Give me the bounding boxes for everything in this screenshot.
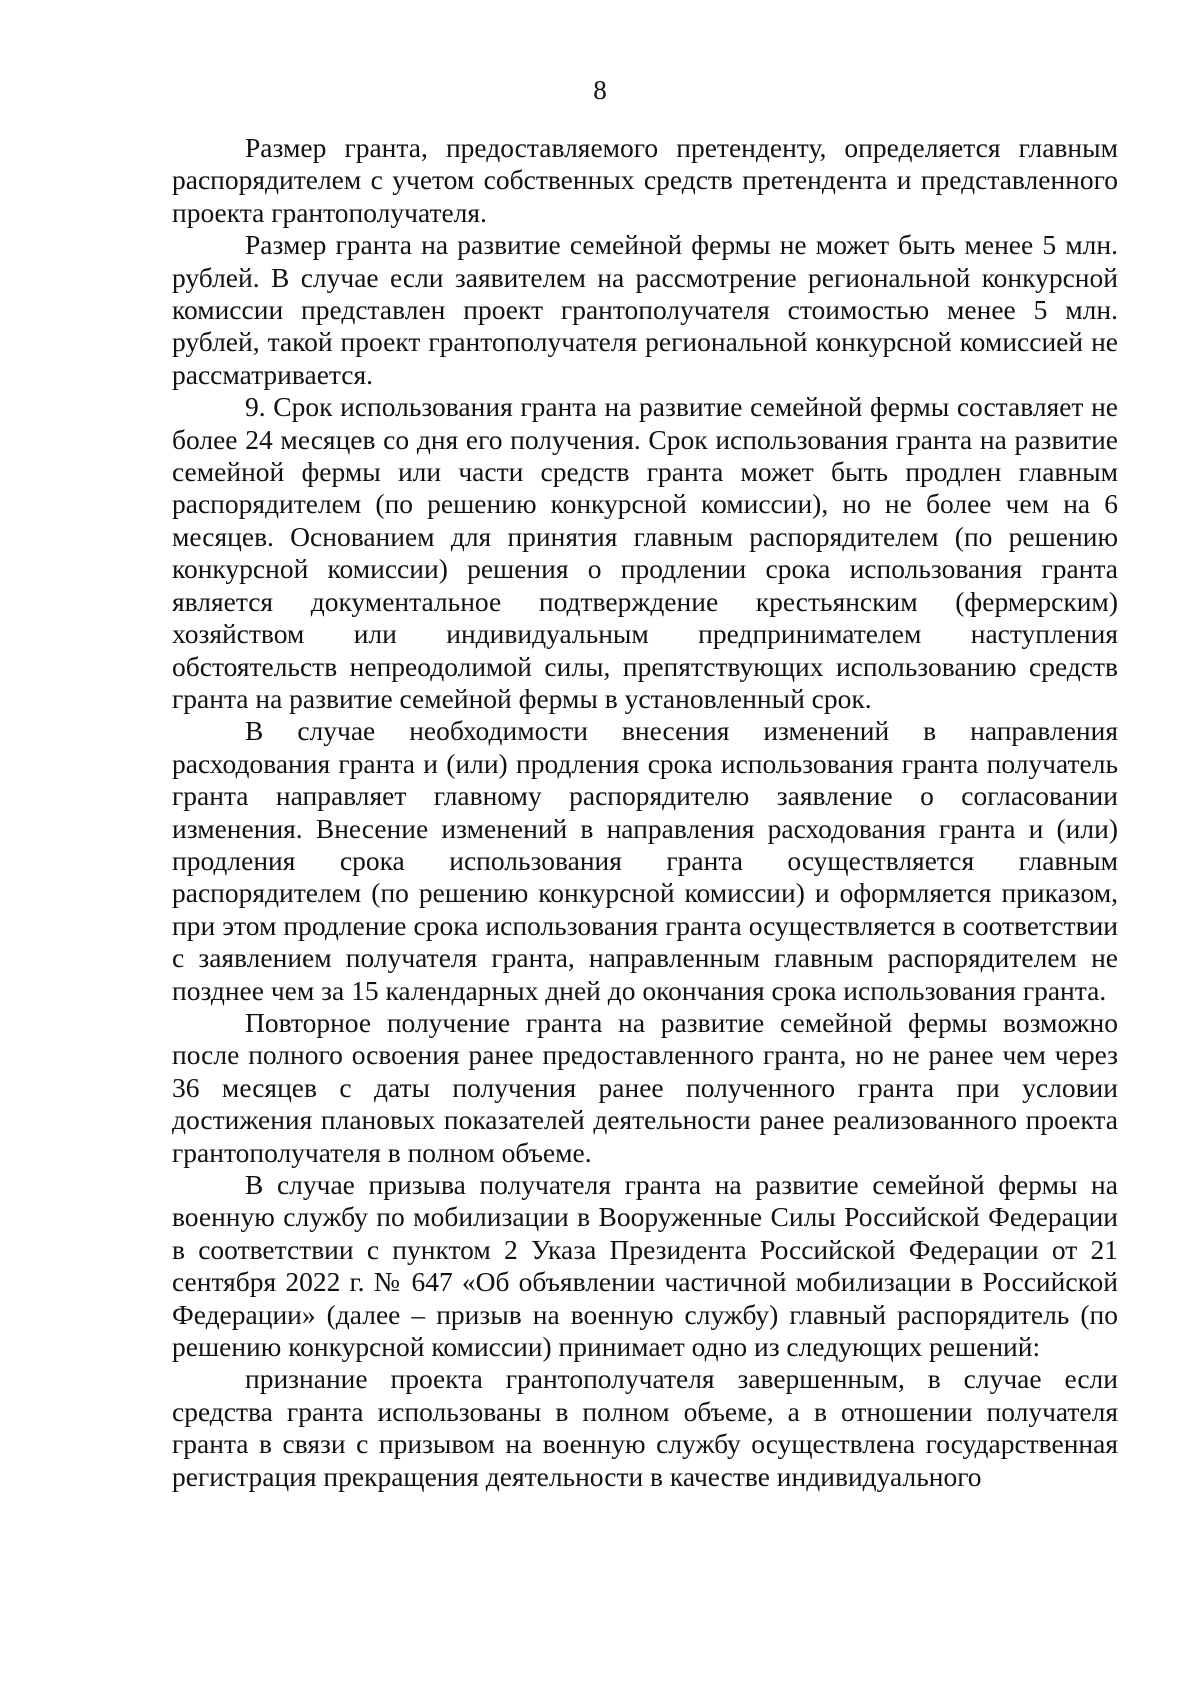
paragraph-grant-term: 9. Срок использования гранта на развитие семейной фермы составляет не более 24 месяцев со дня его получения. Срок использования гранта на развитие семейной фермы или части средств гранта может быть продлен главным распорядителем (по решению конкурсной комиссии), но не более чем на 6 месяцев. Основанием для принятия главным распорядителем (по решению конкурсной комиссии) решения о продлении срока использования гранта является документальное подтверждение крестьянским (фермерским) хозяйством или индивидуальным предпринимателем наступления обстоятельств непреодолимой силы, препятствующих использованию средств гранта на развитие семейной фермы в установленный срок. [172,391,1118,714]
page-number: 8 [593,75,607,105]
paragraph-grant-minimum: Размер гранта на развитие семейной фермы не может быть менее 5 млн. рублей. В случае если заявителем на рассмотрение региональной конкурсной комиссии представлен проект грантополучателя стоимостью менее 5 млн. рублей, такой проект грантополучателя региональной конкурсной комиссией не рассматривается. [172,229,1118,390]
paragraph-grant-changes: В случае необходимости внесения изменений в направления расходования гранта и (или) продления срока использования гранта получатель гранта направляет главному распорядителю заявление о согласовании изменения. Внесение изменений в направления расходования гранта и (или) продления срока использования гранта осуществляется главным распорядителем (по решению конкурсной комиссии) и оформляется приказом, при этом продление срока использования гранта осуществляется в соответствии с заявлением получателя гранта, направленным главным распорядителем не позднее чем за 15 календарных дней до окончания срока использования гранта. [172,715,1118,1006]
paragraph-repeat-grant: Повторное получение гранта на развитие семейной фермы возможно после полного освоения ранее предоставленного гранта, но не ранее чем через 36 месяцев с даты получения ранее полученного гранта при условии достижения плановых показателей деятельности ранее реализованного проекта грантополучателя в полном объеме. [172,1006,1118,1168]
paragraph-mobilization: В случае призыва получателя гранта на развитие семейной фермы на военную службу по мобилизации в Вооруженные Силы Российской Федерации в соответствии с пунктом 2 Указа Президента Российской Федерации от 21 сентября 2022 г. № 647 «Об объявлении частичной мобилизации в Российской Федерации» (далее – призыв на военную службу) главный распорядитель (по решению конкурсной комиссии) принимает одно из следующих решений: [172,1169,1118,1363]
paragraph-grant-size: Размер гранта, предоставляемого претенденту, определяется главным распорядителем с учетом собственных средств претендента и представленного проекта грантополучателя. [172,132,1118,228]
document-body [172,132,1118,1493]
paragraph-project-completion: признание проекта грантополучателя завершенным, в случае если средства гранта использованы в полном объеме, а в отношении получателя гранта в связи с призывом на военную службу осуществлена государственная регистрация прекращения деятельности в качестве индивидуального [172,1363,1118,1492]
